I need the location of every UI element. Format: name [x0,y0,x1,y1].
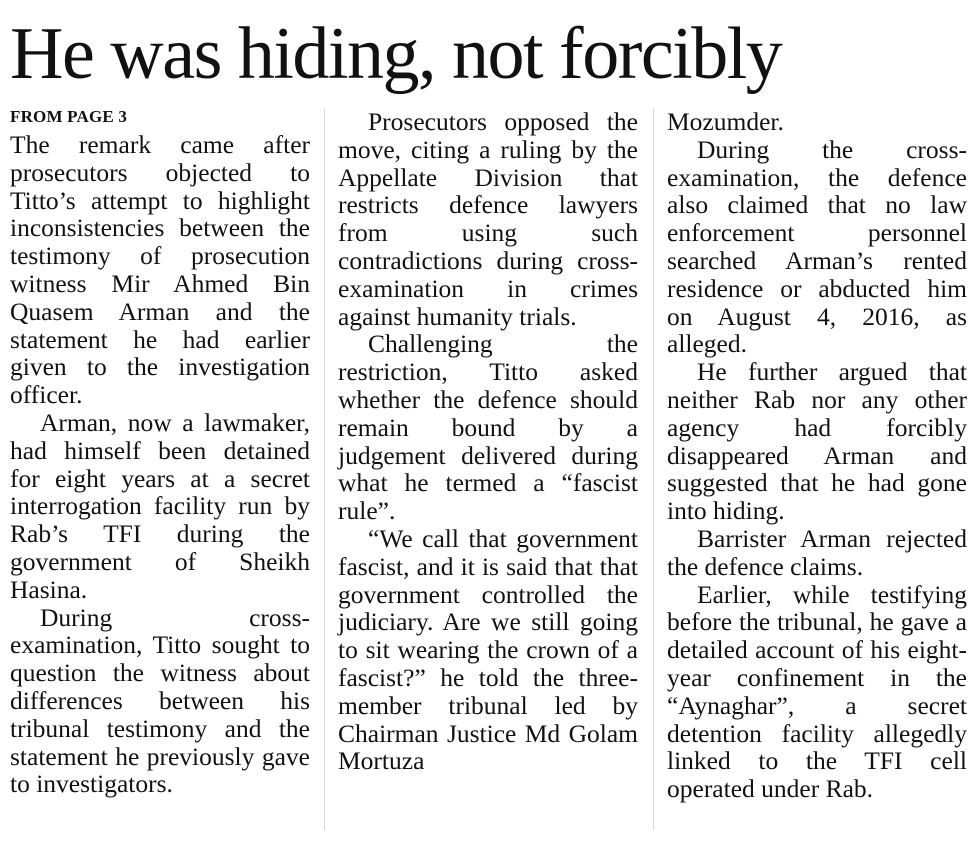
article-paragraph: He further argued that neither Rab nor any other agency had forcibly disappeared Arman and suggested that he had gone into hiding. [667,357,967,526]
headline: He was hiding, not forcibly [10,13,782,95]
article-paragraph: Mozumder. [667,107,784,136]
article-paragraph: During the cross-examination, the defence also claimed that no law enforcement personnel searched Arman’s rented residence or abducted him on August 4, 2016, as alleged. [667,134,967,359]
article-paragraph: Prosecutors opposed the move, citing a ruling by the Appellate Division that restricts defence lawyers from using such contradictions during cross-examination in crimes against humanity trials. [338,107,638,331]
article-paragraph: The remark came after prosecutors objected to Titto’s attempt to highlight inconsistencies between the testimony of prosecution witness Mir Ahmed Bin Quasem Arman and the statement he had earlier given to the investigation officer. [10,130,310,410]
article-column-3 [667,108,967,833]
article-paragraph: “We call that government fascist, and it is said that that government controlled the judiciary. Are we still going to sit wearing the crown of a fascist?” he told the three-member tribunal led by Chairman Justice Md Golam Mortuza [338,523,638,776]
article-paragraph: During cross-examination, Titto sought to question the witness about differences between his tribunal testimony and the statement he previously gave to investigators. [10,602,310,799]
article-column-2 [338,108,638,833]
article-paragraph: Barrister Arman rejected the defence claims. [667,523,967,581]
column-divider [653,108,654,830]
article-paragraph: Earlier, while testifying before the tribunal, he gave a detailed account of his eight-year confinement in the “Aynaghar”, a secret detention facility allegedly linked to the TFI cell operated under Rab. [667,579,967,804]
article-paragraph: Arman, now a lawmaker, had himself been detained for eight years at a secret interrogation facility run by Rab’s TFI during the government of Sheikh Hasina. [10,407,310,604]
article-paragraph: Challenging the restriction, Titto asked whether the defence should remain bound by a judgement delivered during what he termed a “fascist rule”. [338,329,638,526]
article-column-1 [10,131,310,831]
continuation-kicker: FROM PAGE 3 [10,107,128,126]
column-divider [324,108,325,830]
